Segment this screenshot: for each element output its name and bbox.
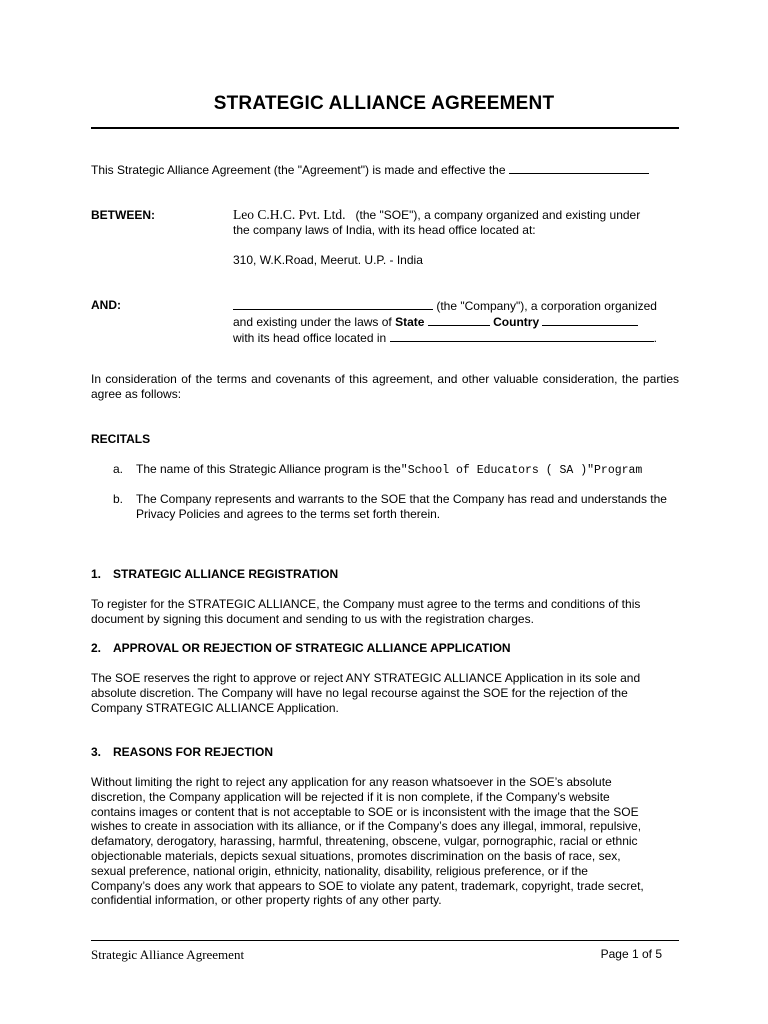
footer-divider bbox=[91, 940, 679, 941]
between-party bbox=[233, 207, 683, 238]
soe-party-desc-2: the company laws of India, with its head office located at: bbox=[233, 223, 536, 237]
section-3-line: discretion, the Company application will be rejected if it is non complete, if the Company’s website bbox=[91, 789, 610, 804]
section-3-heading bbox=[91, 745, 273, 759]
state-blank bbox=[428, 314, 490, 326]
between-label: BETWEEN: bbox=[91, 208, 155, 222]
and-line3-prefix: with its head office located in bbox=[233, 331, 387, 345]
and-label: AND: bbox=[91, 298, 121, 312]
section-3-line: wishes to create in association with its alliance, or if the Company’s does any illegal, immoral, repulsive, bbox=[91, 819, 642, 834]
section-3-line: sexual preference, national origin, ethnicity, nationality, disability, religious preference, or if the bbox=[91, 863, 588, 878]
recitals-heading: RECITALS bbox=[91, 432, 151, 446]
section-3-line: contains images or content that is not acceptable to SOE or is inconsistent with the image that the SOE bbox=[91, 804, 639, 819]
section-1-body: To register for the STRATEGIC ALLIANCE, the Company must agree to the terms and conditions of this document by signing this document and sending to us with the registration charges. bbox=[91, 597, 641, 626]
consideration-paragraph: In consideration of the terms and covenants of this agreement, and other valuable consideration, the parties agree as follows: bbox=[91, 372, 679, 401]
country-blank bbox=[542, 314, 638, 326]
recital-text: The name of this Strategic Alliance program is the bbox=[136, 462, 401, 476]
effective-date-blank bbox=[509, 162, 649, 174]
and-line2-prefix: and existing under the laws of bbox=[233, 315, 392, 329]
section-title: APPROVAL OR REJECTION OF STRATEGIC ALLIANCE APPLICATION bbox=[113, 641, 511, 655]
section-2-body: The SOE reserves the right to approve or reject ANY STRATEGIC ALLIANCE Application in its sole and absolute discretion. The Company will have no legal recourse against the SOE for the rejection of the Company STRATEGIC ALLIANCE Application. bbox=[91, 671, 641, 715]
soe-address: 310, W.K.Road, Meerut. U.P. - India bbox=[233, 253, 423, 267]
footer-document-title: Strategic Alliance Agreement bbox=[91, 947, 245, 962]
program-name: "School of Educators ( SA )"Program bbox=[400, 464, 643, 477]
recital-letter: b. bbox=[113, 492, 124, 506]
section-3-body bbox=[91, 775, 679, 908]
intro-text: This Strategic Alliance Agreement (the "Agreement") is made and effective the bbox=[91, 163, 506, 177]
soe-party-name: Leo C.H.C. Pvt. Ltd. bbox=[233, 207, 346, 222]
section-3-line: confidential information, or other property rights of any other party. bbox=[91, 893, 442, 908]
title-divider bbox=[91, 127, 679, 129]
country-label: Country bbox=[493, 315, 540, 329]
head-office-blank bbox=[390, 330, 654, 342]
section-number: 3. bbox=[91, 745, 102, 759]
and-line1-text: (the "Company"), a corporation organized bbox=[436, 299, 657, 313]
section-number: 1. bbox=[91, 567, 102, 581]
section-number: 2. bbox=[91, 641, 102, 655]
soe-party-desc-1: (the "SOE"), a company organized and existing under bbox=[355, 208, 641, 222]
intro-paragraph bbox=[91, 162, 681, 178]
state-label: State bbox=[395, 315, 425, 329]
document-title: STRATEGIC ALLIANCE AGREEMENT bbox=[213, 93, 555, 114]
section-3-line: defamatory, derogatory, harassing, harmful, threatening, obscene, vulgar, pornographic, racial or ethnic bbox=[91, 834, 638, 849]
section-title: STRATEGIC ALLIANCE REGISTRATION bbox=[113, 567, 339, 581]
section-title: REASONS FOR REJECTION bbox=[113, 745, 274, 759]
company-name-blank bbox=[233, 298, 433, 310]
section-3-line: Company’s does any work that appears to SOE to violate any patent, trademark, copyright, trade secret, bbox=[91, 878, 644, 893]
section-1-heading bbox=[91, 567, 338, 581]
recital-text: The Company represents and warrants to the SOE that the Company has read and understands the Privacy Policies and agrees to the terms set forth therein. bbox=[136, 492, 667, 521]
recital-letter: a. bbox=[113, 462, 124, 476]
and-party bbox=[233, 298, 683, 346]
section-3-line: objectionable materials, depicts sexual situations, promotes discrimination on the basis of race, sex, bbox=[91, 848, 621, 863]
page-number: Page 1 of 5 bbox=[600, 947, 662, 961]
section-3-line: Without limiting the right to reject any application for any reason whatsoever in the SOE’s absolute bbox=[91, 775, 612, 789]
and-line3-suffix: . bbox=[653, 331, 657, 345]
section-2-heading bbox=[91, 641, 511, 655]
